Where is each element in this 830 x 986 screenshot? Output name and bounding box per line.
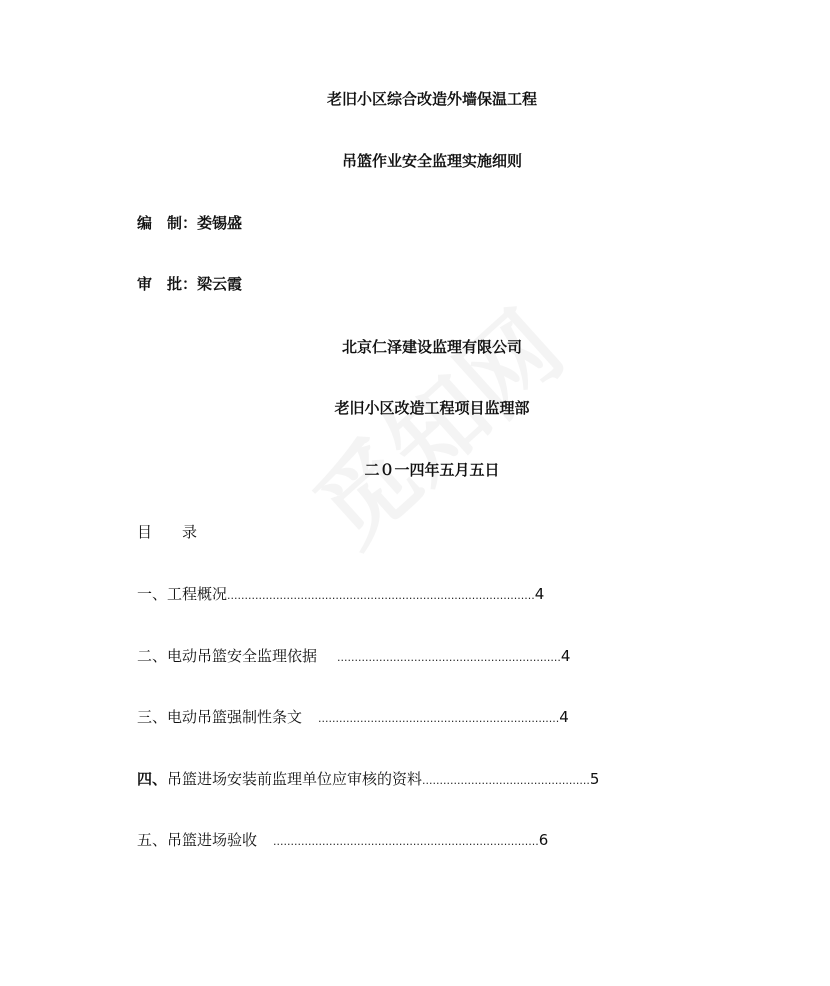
document-title: 老旧小区综合改造外墙保温工程 xyxy=(326,90,537,108)
toc-item-title: 工程概况 xyxy=(167,585,228,603)
toc-item-number: 四、 xyxy=(137,770,168,788)
editor-name: 娄锡盛 xyxy=(197,214,243,232)
toc-item-leader: ............................................................................ xyxy=(273,835,539,848)
toc-item-page: 5 xyxy=(589,770,600,788)
toc-item-page: 4 xyxy=(559,708,569,726)
department-name: 老旧小区改造工程项目监理部 xyxy=(334,399,530,417)
toc-item[interactable] xyxy=(137,646,570,668)
toc-item-page: 4 xyxy=(560,647,571,665)
watermark xyxy=(281,276,587,571)
toc-item-title: 电动吊篮安全监理依据 xyxy=(167,647,318,665)
toc-item-title: 吊篮进场安装前监理单位应审核的资料 xyxy=(167,770,423,788)
toc-item-title: 吊篮进场验收 xyxy=(167,831,258,849)
toc-item-leader: ................................................ xyxy=(422,774,590,787)
toc-item-number: 一、 xyxy=(137,585,168,603)
company-name: 北京仁泽建设监理有限公司 xyxy=(341,338,522,356)
toc-item[interactable] xyxy=(137,769,599,791)
approver-label: 审 批： xyxy=(137,275,198,293)
editor-label: 编 制： xyxy=(137,214,198,232)
document-date: 二０一四年五月五日 xyxy=(364,461,500,479)
toc-item-number: 二、 xyxy=(137,647,168,665)
toc-item-title: 电动吊篮强制性条文 xyxy=(167,708,303,726)
toc-item-page: 4 xyxy=(534,585,545,603)
toc-item-number: 三、 xyxy=(137,708,168,726)
approver-name: 梁云霞 xyxy=(197,275,243,293)
approver-line xyxy=(137,274,242,294)
toc-item[interactable] xyxy=(137,584,544,606)
toc-heading: 目 录 xyxy=(137,523,198,541)
toc-item[interactable] xyxy=(137,707,569,729)
toc-item-number: 五、 xyxy=(137,831,168,849)
toc-item-leader: ..................................................................... xyxy=(318,712,560,725)
toc-item[interactable] xyxy=(137,830,548,852)
toc-item-leader: ........................................................................................ xyxy=(227,589,535,602)
toc-item-leader: ................................................................ xyxy=(337,651,561,664)
toc-item-page: 6 xyxy=(538,831,549,849)
document-subtitle: 吊篮作业安全监理实施细则 xyxy=(341,152,522,170)
editor-line xyxy=(137,213,242,233)
